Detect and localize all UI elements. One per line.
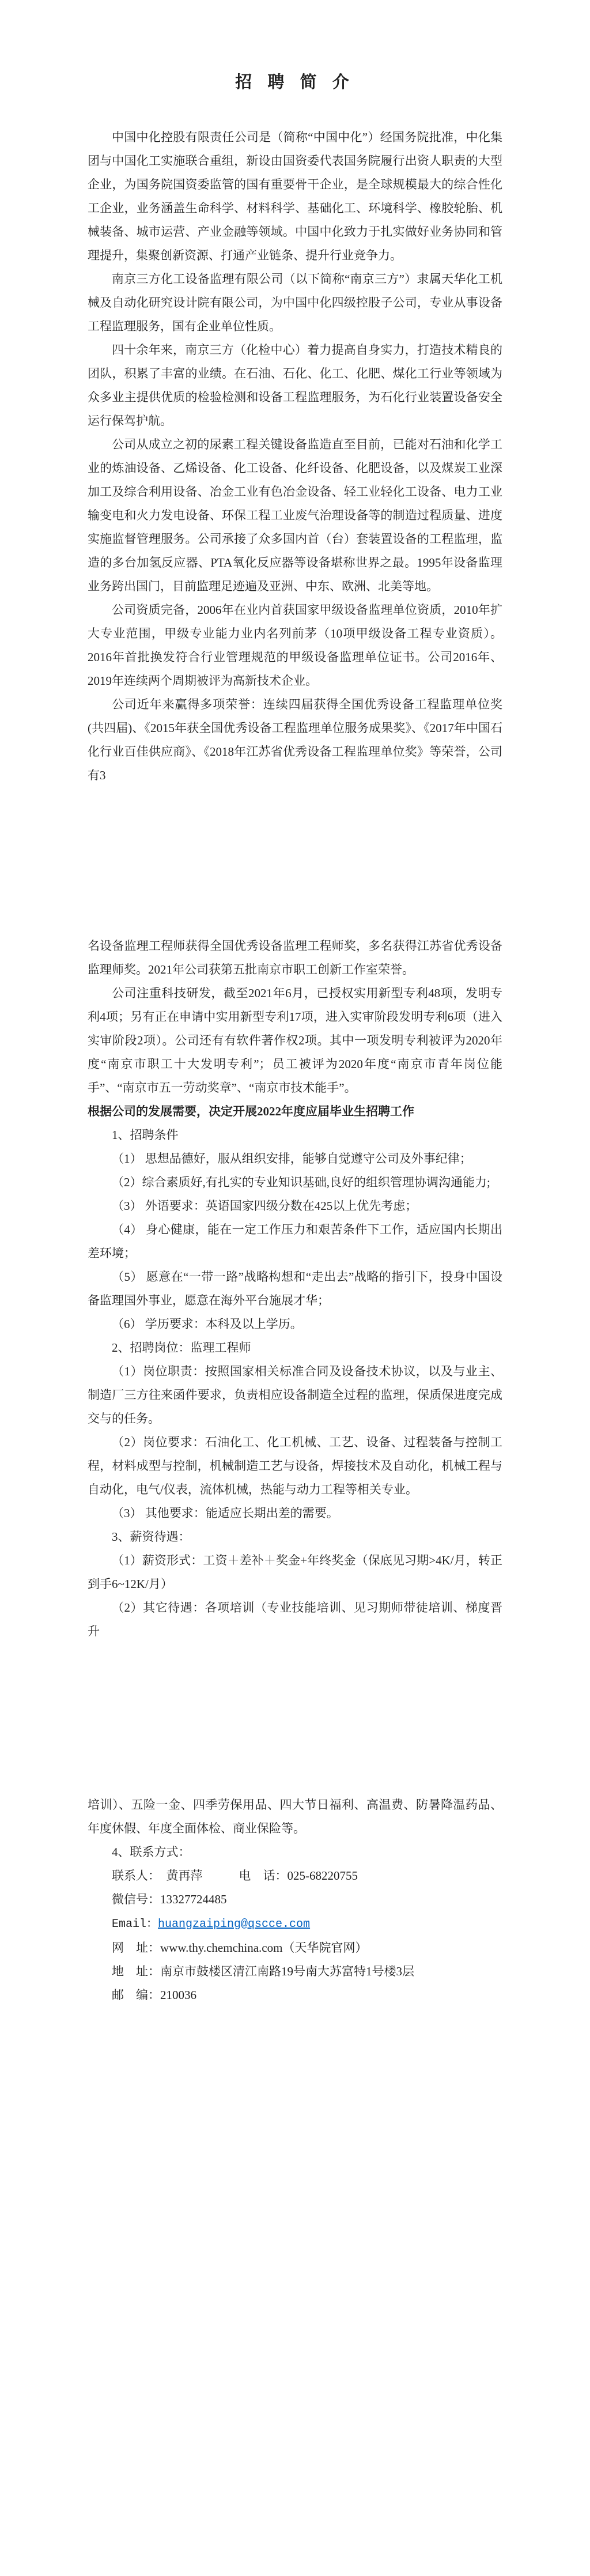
document-body xyxy=(0,71,590,2576)
para-honors-part1: 公司近年来赢得多项荣誉：连续四届获得全国优秀设备工程监理单位奖(共四届)、《2015年获全国优秀设备工程监理单位服务成果奖》、《2017年中国石化行业百佳供应商》、《2018年江苏省优秀设备工程监理单位奖》等荣誉，公司有3 xyxy=(88,697,502,782)
para-history-achievements: 四十余年来，南京三方（化检中心）着力提高自身实力，打造技术精良的团队，积累了丰富的业绩。在石油、石化、化工、化肥、煤化工行业等领域为众多业主提供优质的检验检测和设备工程监理服务，为石化行业装置设备安全运行保驾护航。 xyxy=(88,343,502,428)
para-honors-part2: 名设备监理工程师获得全国优秀设备监理工程师奖，多名获得江苏省优秀设备监理师奖。2021年公司获第五批南京市职工创新工作室荣誉。 xyxy=(88,939,502,976)
contact-person-line: 联系人： 黄再萍 电 话：025-68220755 xyxy=(112,1869,358,1883)
heading-recruit-conditions: 1、招聘条件 xyxy=(112,1128,179,1142)
position-requirements: （2）岗位要求：石油化工、化工机械、工艺、设备、过程装备与控制工程，材料成型与控制，机械制造工艺与设备，焊接技术及自动化，机械工程与自动化，电气/仪表，流体机械，热能与动力工程等相关专业。 xyxy=(88,1435,502,1496)
heading-position: 2、招聘岗位：监理工程师 xyxy=(112,1341,251,1355)
position-duty: （1）岗位职责：按照国家相关标准合同及设备技术协议，以及与业主、制造厂三方往来函件要求，负责相应设备制造全过程的监理，保质保进度完成交与的任务。 xyxy=(88,1364,502,1425)
contact-website-line: 网 址：www.thy.chemchina.com（天华院官网） xyxy=(112,1941,368,1955)
condition-1: （1） 思想品德好，服从组织安排，能够自觉遵守公司及外事纪律； xyxy=(112,1152,472,1166)
para-equipment-scope: 公司从成立之初的尿素工程关键设备监造直至目前，已能对石油和化学工业的炼油设备、乙烯设备、化工设备、化纤设备、化肥设备，以及煤炭工业深加工及综合利用设备、冶金工业有色冶金设备、轻工业轻化工设备、电力工业输变电和火力发电设备、环保工程工业废气治理设备等的制造过程质量、进度实施监督管理服务。公司承接了众多国内首（台）套装置设备的工程监理，监造的多台加氢反应器、PTA氧化反应器等设备堪称世界之最。1995年设备监理业务跨出国门，目前监理足迹遍及亚洲、中东、欧洲、北美等地。 xyxy=(88,437,502,593)
contact-wechat-line: 微信号：13327724485 xyxy=(112,1892,227,1906)
heading-recruitment-2022: 根据公司的发展需要，决定开展2022年度应届毕业生招聘工作 xyxy=(88,1104,414,1118)
salary-benefits-part1: （2）其它待遇：各项培训（专业技能培训、见习期师带徒培训、梯度晋升 xyxy=(88,1601,502,1638)
para-nanjing-sanfang-intro: 南京三方化工设备监理有限公司（以下简称“南京三方”）隶属天华化工机械及自动化研究设计院有限公司，为中国中化四级控股子公司，专业从事设备工程监理服务，国有企业单位性质。 xyxy=(88,272,502,333)
contact-address-line: 地 址：南京市鼓楼区清江南路19号南大苏富特1号楼3层 xyxy=(112,1964,414,1978)
contact-email-line xyxy=(88,1911,502,1936)
position-other: （3） 其他要求：能适应长期出差的需要。 xyxy=(112,1506,339,1520)
heading-salary: 3、薪资待遇： xyxy=(112,1530,191,1544)
email-label: Email： xyxy=(112,1918,158,1931)
salary-benefits-part2: 培训）、五险一金、四季劳保用品、四大节日福利、高温费、防暑降温药品、年度休假、年度全面体检、商业保险等。 xyxy=(88,1798,502,1835)
page-break-1 xyxy=(88,787,502,934)
doc-title: 招 聘 简 介 xyxy=(235,73,355,92)
para-qualifications: 公司资质完备，2006年在业内首获国家甲级设备监理单位资质，2010年扩大专业范围，甲级专业能力业内名列前茅（10项甲级设备工程专业资质）。2016年首批换发符合行业管理规范的甲级设备监理单位证书。公司2016年、2019年连续两个周期被评为高新技术企业。 xyxy=(88,603,502,688)
condition-5: （5） 愿意在“一带一路”战略构想和“走出去”战略的指引下，投身中国设备监理国外事业，愿意在海外平台施展才华； xyxy=(88,1270,502,1307)
condition-6: （6） 学历要求：本科及以上学历。 xyxy=(112,1317,302,1331)
document-page xyxy=(0,71,590,2007)
para-company-overview: 中国中化控股有限责任公司是（简称“中国中化”）经国务院批准，中化集团与中国化工实施联合重组，新设由国资委代表国务院履行出资人职责的大型企业，为国务院国资委监管的国有重要骨干企业，是全球规模最大的综合性化工企业，业务涵盖生命科学、材料科学、基础化工、环境科学、橡胶轮胎、机械装备、城市运营、产业金融等领域。中国中化致力于扎实做好业务协同和管理提升，集聚创新资源、打通产业链条、提升行业竞争力。 xyxy=(88,130,502,262)
heading-contact: 4、联系方式： xyxy=(112,1845,191,1859)
para-rd-patents: 公司注重科技研发，截至2021年6月，已授权实用新型专利48项，发明专利4项；另有正在申请中实用新型专利17项，进入实审阶段发明专利6项（进入实审阶段2项）。公司还有有软件著作权2项。其中一项发明专利被评为2020年度“南京市职工十大发明专利”；员工被评为2020年度“南京市青年岗位能手”、“南京市五一劳动奖章”、“南京市技术能手”。 xyxy=(88,986,502,1095)
condition-3: （3） 外语要求：英语国家四级分数在425以上优先考虑； xyxy=(112,1199,418,1213)
email-link[interactable]: huangzaiping@qscce.com xyxy=(158,1918,311,1931)
condition-2: （2）综合素质好,有扎实的专业知识基础,良好的组织管理协调沟通能力; xyxy=(112,1175,490,1189)
condition-4: （4） 身心健康，能在一定工作压力和艰苦条件下工作，适应国内长期出差环境； xyxy=(88,1223,502,1260)
salary-form: （1）薪资形式：工资＋差补＋奖金+年终奖金（保底见习期>4K/月，转正到手6~12K/月） xyxy=(88,1553,502,1591)
contact-postcode-line: 邮 编：210036 xyxy=(112,1988,196,2002)
page-break-2 xyxy=(88,1643,502,1793)
